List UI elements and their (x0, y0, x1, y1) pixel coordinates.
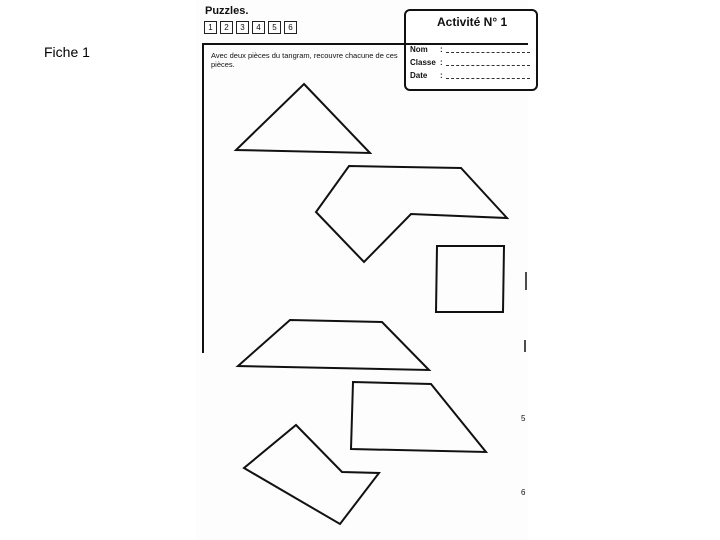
edge-mark: 6 (521, 488, 526, 497)
slide-caption: Fiche 1 (44, 44, 90, 60)
level-box: 1 (204, 21, 217, 34)
level-box: 5 (268, 21, 281, 34)
field-colon: : (440, 58, 443, 67)
activity-title: Activité N° 1 (437, 15, 508, 29)
field-label: Nom (410, 45, 428, 54)
quadrilateral-shape (351, 382, 486, 452)
field-label: Date (410, 71, 428, 80)
irregular-hexagon-shape (316, 166, 507, 262)
triangle-shape (236, 84, 370, 153)
field-colon: : (440, 71, 443, 80)
level-box: 6 (284, 21, 297, 34)
field-colon: : (440, 45, 443, 54)
level-box: 2 (220, 21, 233, 34)
square-shape (436, 246, 504, 312)
pentagon-shape (244, 425, 379, 524)
worksheet-page (196, 0, 528, 540)
shapes-canvas (196, 0, 528, 540)
worksheet-title: Puzzles. (205, 5, 249, 17)
level-box: 3 (236, 21, 249, 34)
level-box: 4 (252, 21, 265, 34)
field-label: Classe (410, 58, 436, 67)
edge-mark: 5 (521, 414, 526, 423)
instructions-text: Avec deux pièces du tangram, recouvre chacune de ces pièces. (211, 51, 398, 69)
trapezoid-shape (238, 320, 429, 370)
